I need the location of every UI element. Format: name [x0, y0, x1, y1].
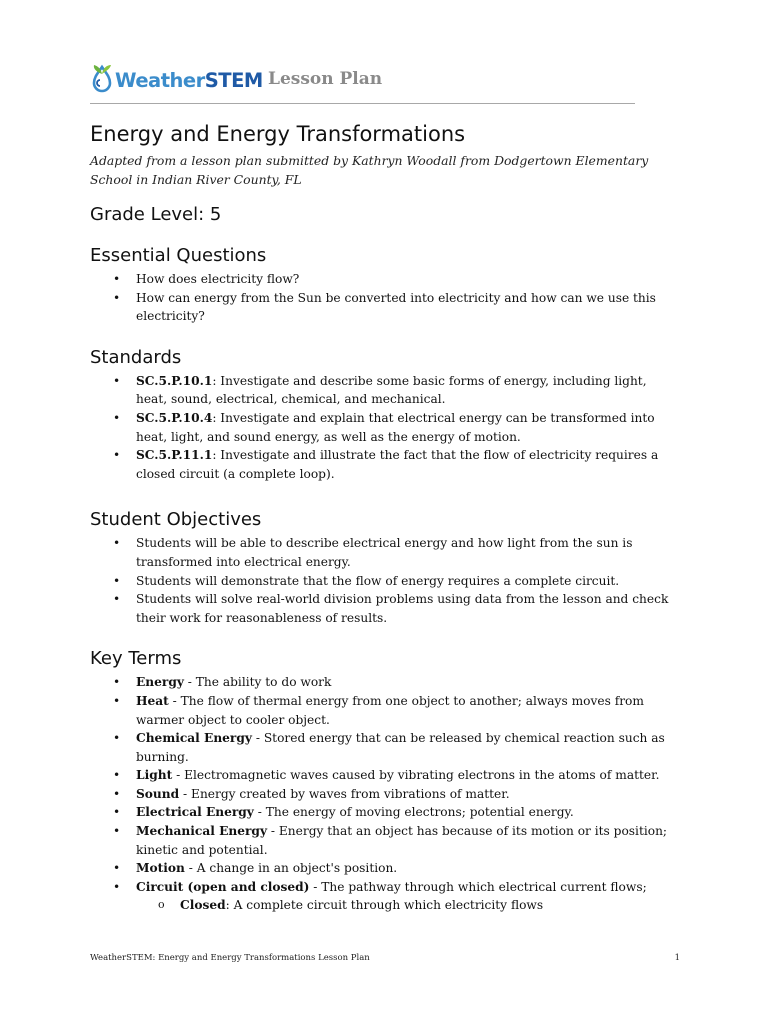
list-item: • SC.5.P.11.1: Investigate and illustrate the fact that the flow of electricity requires a closed circuit (a complete loop). — [113, 448, 659, 481]
essential-questions-list — [90, 270, 680, 326]
page-footer — [90, 953, 680, 963]
lesson-plan-label: Lesson Plan — [268, 69, 383, 89]
list-item: • Students will be able to describe electrical energy and how light from the sun is transformed into electrical energy. — [113, 536, 633, 569]
standards-list — [90, 372, 680, 484]
list-item: • Light - Electromagnetic waves caused by vibrating electrons in the atoms of matter. — [113, 768, 660, 783]
attribution-subtitle: Adapted from a lesson plan submitted by Kathryn Woodall from Dodgertown Elementary School in Indian River County, FL — [90, 153, 649, 187]
page-number: 1 — [674, 953, 680, 963]
list-item: • Motion - A change in an object's position. — [113, 861, 398, 876]
list-item: o Closed: A complete circuit through which electricity flows — [158, 898, 544, 913]
list-item: • Chemical Energy - Stored energy that can be released by chemical reaction such as burning. — [113, 731, 665, 764]
document-body — [90, 120, 680, 915]
list-item: • Circuit (open and closed) - The pathway through which electrical current flows; — [113, 879, 647, 894]
document-header — [90, 62, 635, 106]
list-item: • SC.5.P.10.1: Investigate and describe some basic forms of energy, including light, heat, sound, electrical, chemical, and mechanical. — [113, 373, 647, 407]
list-item: • Mechanical Energy - Energy that an object has because of its motion or its position; kinetic and potential. — [113, 824, 668, 857]
list-item: • How does electricity flow? — [113, 272, 300, 286]
list-item: • Students will solve real-world division problems using data from the lesson and check their work for reasonableness of results. — [113, 592, 669, 625]
logo-wordmark: WeatherSTEM — [115, 69, 263, 92]
standards-heading: Standards — [90, 346, 182, 368]
essential-questions-heading: Essential Questions — [90, 245, 267, 266]
student-objectives-list — [90, 534, 680, 627]
list-item: • How can energy from the Sun be converted into electricity and how can we use this electricity? — [113, 290, 656, 324]
student-objectives-heading: Student Objectives — [90, 509, 262, 531]
weatherstem-logo — [90, 62, 270, 102]
header-divider — [90, 103, 635, 104]
key-terms-heading: Key Terms — [90, 648, 182, 670]
list-item: • Energy - The ability to do work — [113, 675, 332, 690]
list-item: • Sound - Energy created by waves from vibrations of matter. — [113, 786, 510, 801]
list-item: • SC.5.P.10.4: Investigate and explain that electrical energy can be transformed into heat, light, and sound energy, as well as the energy of motion. — [113, 410, 655, 444]
key-terms-list — [90, 673, 680, 896]
grade-level-heading: Grade Level: 5 — [90, 204, 222, 225]
logo-leaf-drop-icon — [90, 64, 114, 98]
page-title: Energy and Energy Transformations — [90, 122, 466, 146]
circuit-sub-list — [90, 896, 680, 915]
footer-text: WeatherSTEM: Energy and Energy Transformations Lesson Plan — [90, 953, 370, 963]
list-item: • Heat - The flow of thermal energy from one object to another; always moves from warmer object to cooler object. — [113, 693, 644, 727]
list-item: • Electrical Energy - The energy of moving electrons; potential energy. — [113, 805, 574, 820]
list-item: • Students will demonstrate that the flow of energy requires a complete circuit. — [113, 573, 620, 588]
